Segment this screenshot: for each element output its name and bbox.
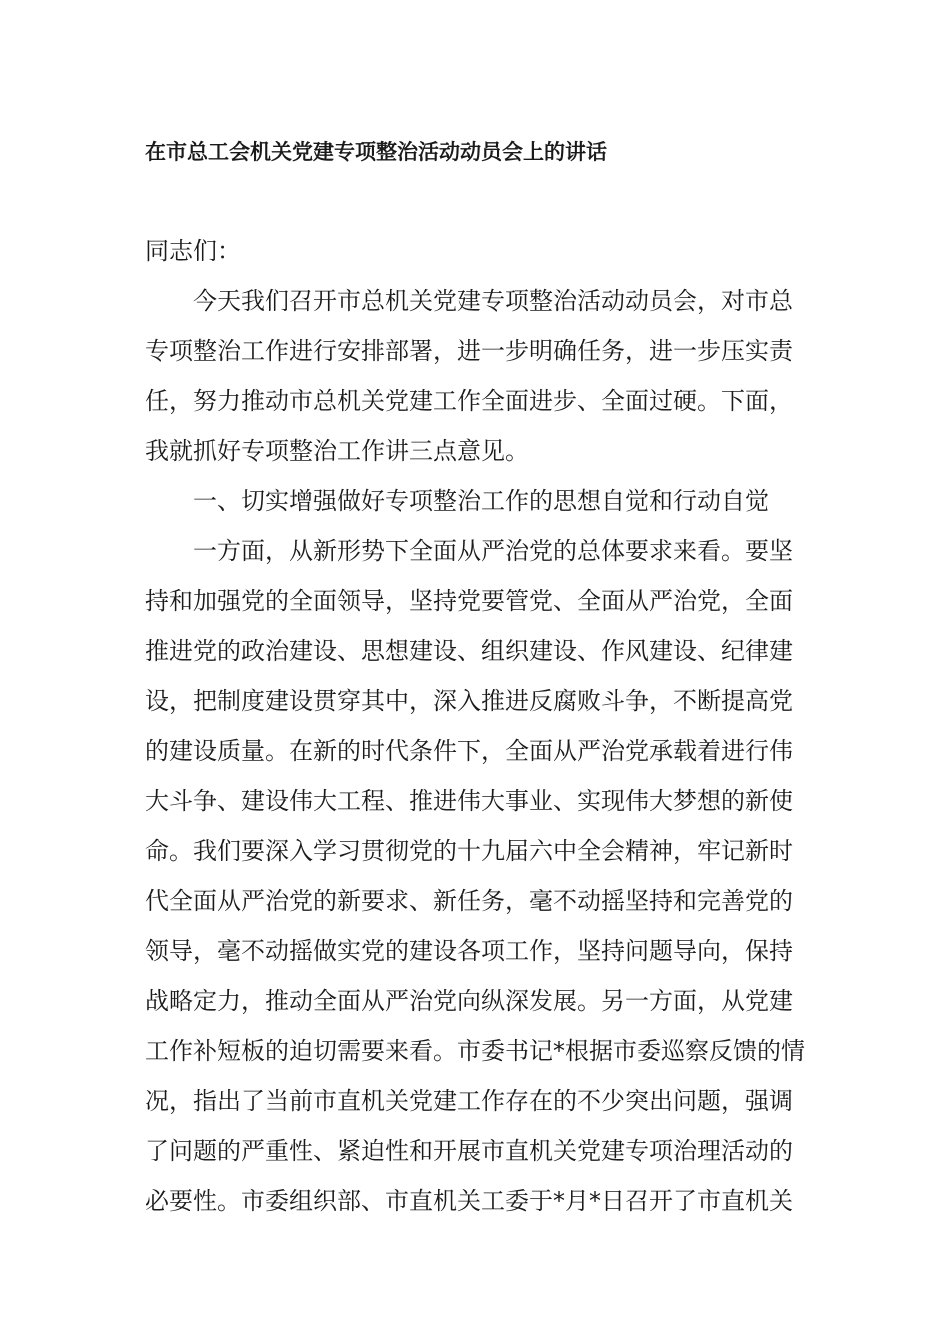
text-line: 我就抓好专项整治工作讲三点意见。 xyxy=(145,437,529,465)
text-line: 的建设质量。在新的时代条件下，全面从严治党承载着进行伟 xyxy=(145,737,793,765)
text-line: 一方面，从新形势下全面从严治党的总体要求来看。要坚 xyxy=(193,537,793,565)
text-line: 设，把制度建设贯穿其中，深入推进反腐败斗争，不断提高党 xyxy=(145,687,793,715)
text-line: 持和加强党的全面领导，坚持党要管党、全面从严治党，全面 xyxy=(145,587,793,615)
document-title: 在市总工会机关党建专项整治活动动员会上的讲话 xyxy=(145,140,607,164)
text-line: 大斗争、建设伟大工程、推进伟大事业、实现伟大梦想的新使 xyxy=(145,787,793,815)
text-line: 工作补短板的迫切需要来看。市委书记*根据市委巡察反馈的情 xyxy=(145,1037,805,1065)
text-line: 任，努力推动市总机关党建工作全面进步、全面过硬。下面， xyxy=(145,387,793,415)
text-line: 况，指出了当前市直机关党建工作存在的不少突出问题，强调 xyxy=(145,1087,793,1115)
text-line: 今天我们召开市总机关党建专项整治活动动员会，对市总 xyxy=(193,287,793,315)
text-line: 领导，毫不动摇做实党的建设各项工作，坚持问题导向，保持 xyxy=(145,937,793,965)
text-line: 必要性。市委组织部、市直机关工委于*月*日召开了市直机关 xyxy=(145,1187,793,1215)
text-line: 命。我们要深入学习贯彻党的十九届六中全会精神，牢记新时 xyxy=(145,837,793,865)
text-line: 推进党的政治建设、思想建设、组织建设、作风建设、纪律建 xyxy=(145,637,793,665)
text-line: 战略定力，推动全面从严治党向纵深发展。另一方面，从党建 xyxy=(145,987,793,1015)
text-line: 专项整治工作进行安排部署，进一步明确任务，进一步压实责 xyxy=(145,337,793,365)
document-body xyxy=(145,226,825,1226)
text-line: 了问题的严重性、紧迫性和开展市直机关党建专项治理活动的 xyxy=(145,1137,793,1165)
text-line: 一、切实增强做好专项整治工作的思想自觉和行动自觉 xyxy=(193,487,769,515)
text-line: 同志们： xyxy=(145,237,241,265)
text-line: 代全面从严治党的新要求、新任务，毫不动摇坚持和完善党的 xyxy=(145,887,793,915)
